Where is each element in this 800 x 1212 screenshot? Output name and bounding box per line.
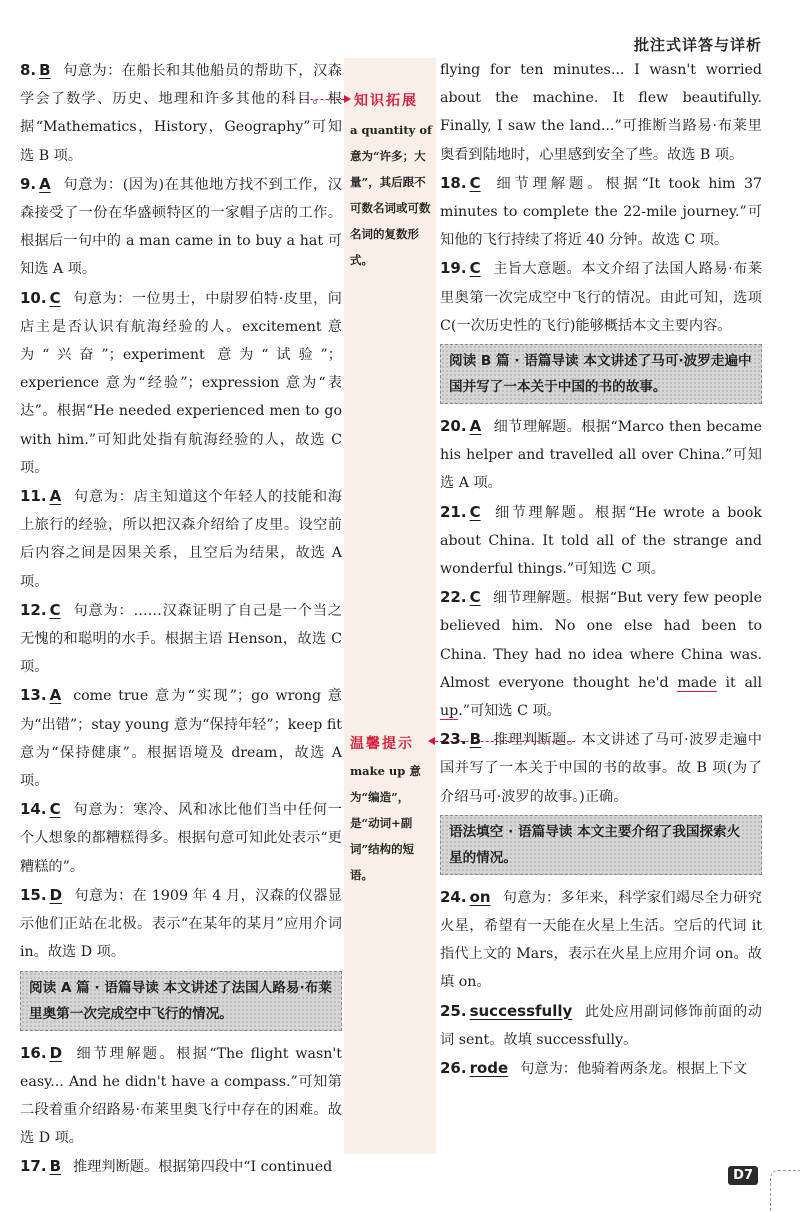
- answer-item-24: [440, 883, 762, 997]
- answer-letter: C: [469, 588, 481, 607]
- page-header: 批注式详答与详析: [633, 36, 762, 54]
- answer-letter: D: [49, 885, 63, 904]
- note1-body: a quantity of 意为“许多；大量”，其后跟不可数名词或可数名词的复数形式。: [350, 123, 432, 267]
- answer-letter: A: [49, 487, 62, 506]
- question-number: 25.: [440, 1001, 467, 1020]
- answer-item-13: [20, 681, 342, 795]
- explanation: 主旨大意题。本文介绍了法国人路易·布莱里奥第一次完成空中飞行的情况。由此可知，选项 C(一次历史性的飞行)能够概括本文主要内容。: [440, 261, 762, 334]
- answer-item-9: [20, 170, 342, 284]
- question-number: 21.: [440, 502, 467, 521]
- guide-grammar: 语法填空 · 语篇导读 本文主要介绍了我国探索火星的情况。: [440, 815, 762, 875]
- question-number: 19.: [440, 259, 467, 278]
- note2-title: 温馨提示: [350, 736, 414, 752]
- answer-letter: C: [49, 288, 61, 307]
- question-number: 24.: [440, 887, 467, 906]
- corner-decoration: [770, 1170, 800, 1212]
- answer-letter: C: [49, 600, 61, 619]
- answer-item-12: [20, 596, 342, 682]
- answer-item-16: [20, 1039, 342, 1153]
- answer-letter: D: [49, 1043, 63, 1062]
- answer-letter: A: [39, 174, 51, 193]
- explanation: 推理判断题。根据第四段中“I continued: [73, 1159, 333, 1176]
- explanation: 细节理解题。根据“The flight wasn't easy... And he didn't have a compass.”可知第二段着重介绍路易·布莱里奥飞行中存在的困难。故选 D 项。: [20, 1045, 342, 1147]
- explanation: 细节理解题。根据“Marco then became his helper and travelled all over China.”可知选 A 项。: [440, 419, 762, 492]
- answer-letter: B: [49, 1157, 62, 1176]
- explanation: 细节理解题。根据“He wrote a book about China. It told all of the strange and wonderful things.”可知选 C 项。: [440, 504, 762, 578]
- note2-arrow-head: [428, 737, 435, 745]
- answer-item-17: [20, 1152, 342, 1181]
- question-number: 14.: [20, 800, 47, 819]
- question-number: 8.: [20, 61, 37, 79]
- right-column: [440, 56, 762, 1083]
- question-number: 16.: [20, 1043, 47, 1062]
- question-number: 22.: [440, 588, 467, 607]
- highlight-up: up: [440, 703, 459, 720]
- question-number: 18.: [440, 173, 467, 192]
- question-number: 23.: [440, 730, 467, 749]
- question-number: 11.: [20, 487, 47, 506]
- explanation: 句意为：寒冷、风和冰比他们当中任何一个人想象的都糟糕得多。根据句意可知此处表示“更糟糕的”。: [20, 802, 342, 875]
- answer-item-25: [440, 997, 762, 1054]
- explanation: 句意为：(因为)在其他地方找不到工作，汉森接受了一份在华盛顿特区的一家帽子店的工作。根据后一句中的 a man came in to buy a hat 可知选 A 项。: [20, 176, 342, 278]
- guide-reading-a: 阅读 A 篇 · 语篇导读 本文讲述了法国人路易·布莱里奥第一次完成空中飞行的情况。: [20, 971, 342, 1031]
- answer-letter: on: [469, 887, 491, 906]
- continued-text: flying for ten minutes... I wasn't worried about the machine. It flew beautifully. Finally, I saw the land...”可推断当路易·布莱里奥看到陆地时，心里感到安全了些。故选 B 项。: [440, 62, 762, 163]
- explanation: 句意为：他骑着两条龙。根据上下文: [520, 1061, 748, 1078]
- answer-letter: B: [469, 730, 482, 749]
- explanation: come true 意为“实现”；go wrong 意为“出错”；stay young 意为“保持年轻”；keep fit 意为“保持健康”。根据语境及 dream，故选 A 项。: [20, 688, 342, 790]
- answer-item-22: [440, 583, 762, 725]
- answer-item-8: [20, 56, 342, 170]
- explanation: 推理判断题。本文讲述了马可·波罗走遍中国并写了一本关于中国的书的故事。故 B 项(为了介绍马可·波罗的故事。)正确。: [440, 732, 762, 805]
- answer-letter: C: [469, 502, 481, 521]
- explanation: 句意为：一位男士，中尉罗伯特·皮里，问店主是否认识有航海经验的人。excitement 意为“兴奋”；experiment 意为“试验”；experience 意为“经验”；expression 意为“表达”。根据“He needed experienced men to go with him.”可知此处指有航海经验的人，故选 C 项。: [20, 290, 342, 476]
- explanation-mid: it all: [716, 674, 763, 691]
- answer-item-15: [20, 881, 342, 967]
- answer-item-19: [440, 254, 762, 340]
- answer-item-20: [440, 412, 762, 498]
- explanation: 句意为：在船长和其他船员的帮助下，汉森学会了数学、历史、地理和许多其他的科目。根据“Mathematics，History，Geography”可知选 B 项。: [20, 63, 342, 164]
- answer-letter: A: [469, 417, 482, 436]
- answer-letter: successfully: [469, 1001, 573, 1020]
- explanation: 句意为：在 1909 年 4 月，汉森的仪器显示他们正站在北极。表示“在某年的某月”应用介词 in。故选 D 项。: [20, 887, 342, 961]
- question-number: 9.: [20, 174, 37, 193]
- answer-item-18: [440, 169, 762, 255]
- answer-letter: A: [49, 686, 62, 705]
- question-number: 12.: [20, 600, 47, 619]
- answer-letter: C: [49, 800, 61, 819]
- highlight-made: made: [677, 674, 717, 691]
- note1-arrow-head: [344, 95, 351, 103]
- question-number: 13.: [20, 686, 47, 705]
- question-number: 10.: [20, 288, 47, 307]
- question-number: 26.: [440, 1059, 467, 1078]
- explanation: 句意为：……汉森证明了自己是一个当之无愧的和聪明的水手。根据主语 Henson，故选 C 项。: [20, 602, 342, 676]
- answer-letter: C: [469, 259, 481, 278]
- note2-body: make up 意为“编造”，是“动词+副词”结构的短语。: [350, 764, 421, 882]
- question-number: 20.: [440, 417, 467, 436]
- explanation: 句意为：店主知道这个年轻人的技能和海上旅行的经验，所以把汉森介绍给了皮里。设空前后内容之间是因果关系，且空后为结果，故选 A 项。: [20, 489, 342, 590]
- answer-item-11: [20, 482, 342, 596]
- answer-letter: C: [469, 173, 481, 192]
- guide-reading-b: 阅读 B 篇 · 语篇导读 本文讲述了马可·波罗走遍中国并写了一本关于中国的书的故事。: [440, 344, 762, 404]
- explanation: 此处应用副词修饰前面的动词 sent。故填 successfully。: [440, 1003, 762, 1048]
- explanation-end: .”可知选 C 项。: [458, 703, 561, 720]
- answer-item-26: [440, 1054, 762, 1083]
- answer-item-23: [440, 725, 762, 811]
- explanation: 细节理解题。根据“It took him 37 minutes to complete the 22-mile journey.”可知他的飞行持续了将近 40 分钟。故选 C 项。: [440, 175, 762, 249]
- note1-title: 知识拓展: [354, 93, 418, 109]
- answer-item-10: [20, 284, 342, 482]
- answer-letter: B: [39, 61, 51, 79]
- left-column: [20, 56, 342, 1182]
- question-number: 17.: [20, 1157, 47, 1176]
- answer-item-14: [20, 795, 342, 881]
- page-number: D7: [728, 1166, 758, 1185]
- question-number: 15.: [20, 885, 47, 904]
- answer-item-21: [440, 498, 762, 584]
- answer-letter: rode: [469, 1059, 509, 1078]
- explanation: 句意为：多年来，科学家们竭尽全力研究火星，希望有一天能在火星上生活。空后的代词 it 指代上文的 Mars，表示在火星上应用介词 on。故填 on。: [440, 889, 762, 991]
- explanation-start: 细节理解题。根据“But very few people believed him. No one else had been to China. They had no idea where China was. Almost everyone thought he'd: [440, 590, 762, 691]
